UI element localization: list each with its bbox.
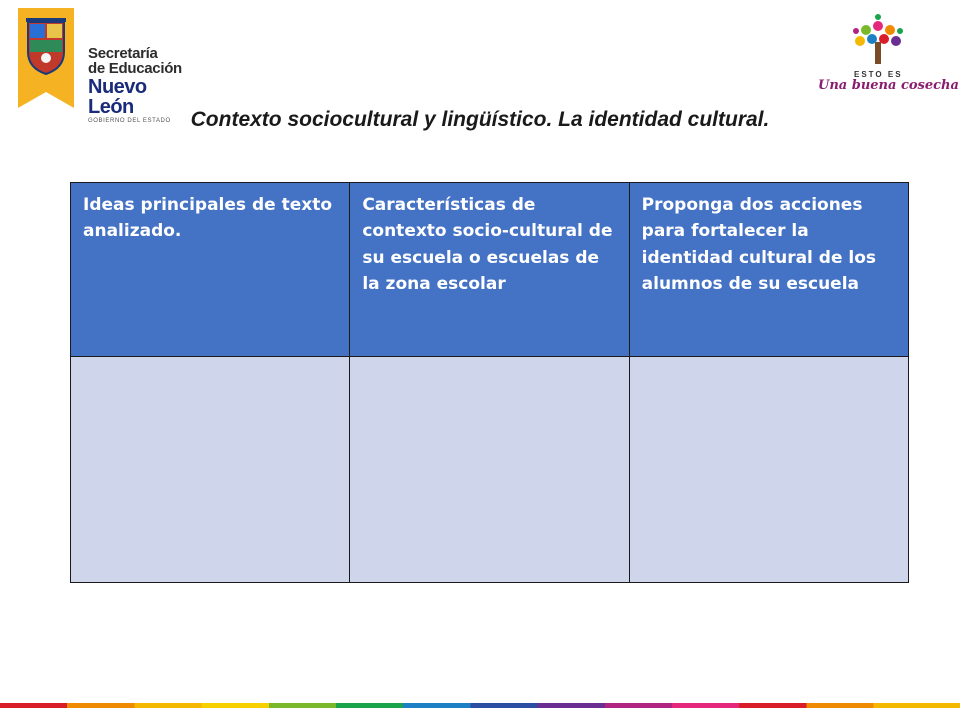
logo-text-gobierno: GOBIERNO DEL ESTADO <box>88 118 171 124</box>
activity-table <box>70 182 909 583</box>
page-title: Contexto sociocultural y lingüístico. La identidad cultural. <box>190 108 770 131</box>
header-proponga-acciones: Proponga dos acciones para fortalecer la identidad cultural de los alumnos de su escuela <box>629 183 908 357</box>
header-caracteristicas-contexto: Características de contexto socio-cultural de su escuela o escuelas de la zona escolar <box>350 183 629 357</box>
header-ideas-principales: Ideas principales de texto analizado. <box>71 183 350 357</box>
buena-cosecha-logo <box>814 14 959 94</box>
logo-text-esto-es: ESTO ES <box>854 70 903 79</box>
logo-text-buena-cosecha: Una buena cosecha <box>818 78 959 93</box>
cell-proponga-acciones[interactable] <box>629 357 908 583</box>
secretaria-educacion-logo <box>14 8 184 124</box>
table-header-row <box>71 183 909 357</box>
color-stripe-footer <box>0 703 960 708</box>
state-shield-icon <box>18 8 74 108</box>
logo-text-secretaria: Secretaría <box>88 45 158 62</box>
logo-text-nuevo-leon: Nuevo León <box>88 76 147 118</box>
table-row <box>71 357 909 583</box>
logo-text-educacion: de Educación <box>88 60 182 77</box>
tree-icon <box>848 14 908 66</box>
cell-ideas-principales[interactable] <box>71 357 350 583</box>
cell-caracteristicas-contexto[interactable] <box>350 357 629 583</box>
